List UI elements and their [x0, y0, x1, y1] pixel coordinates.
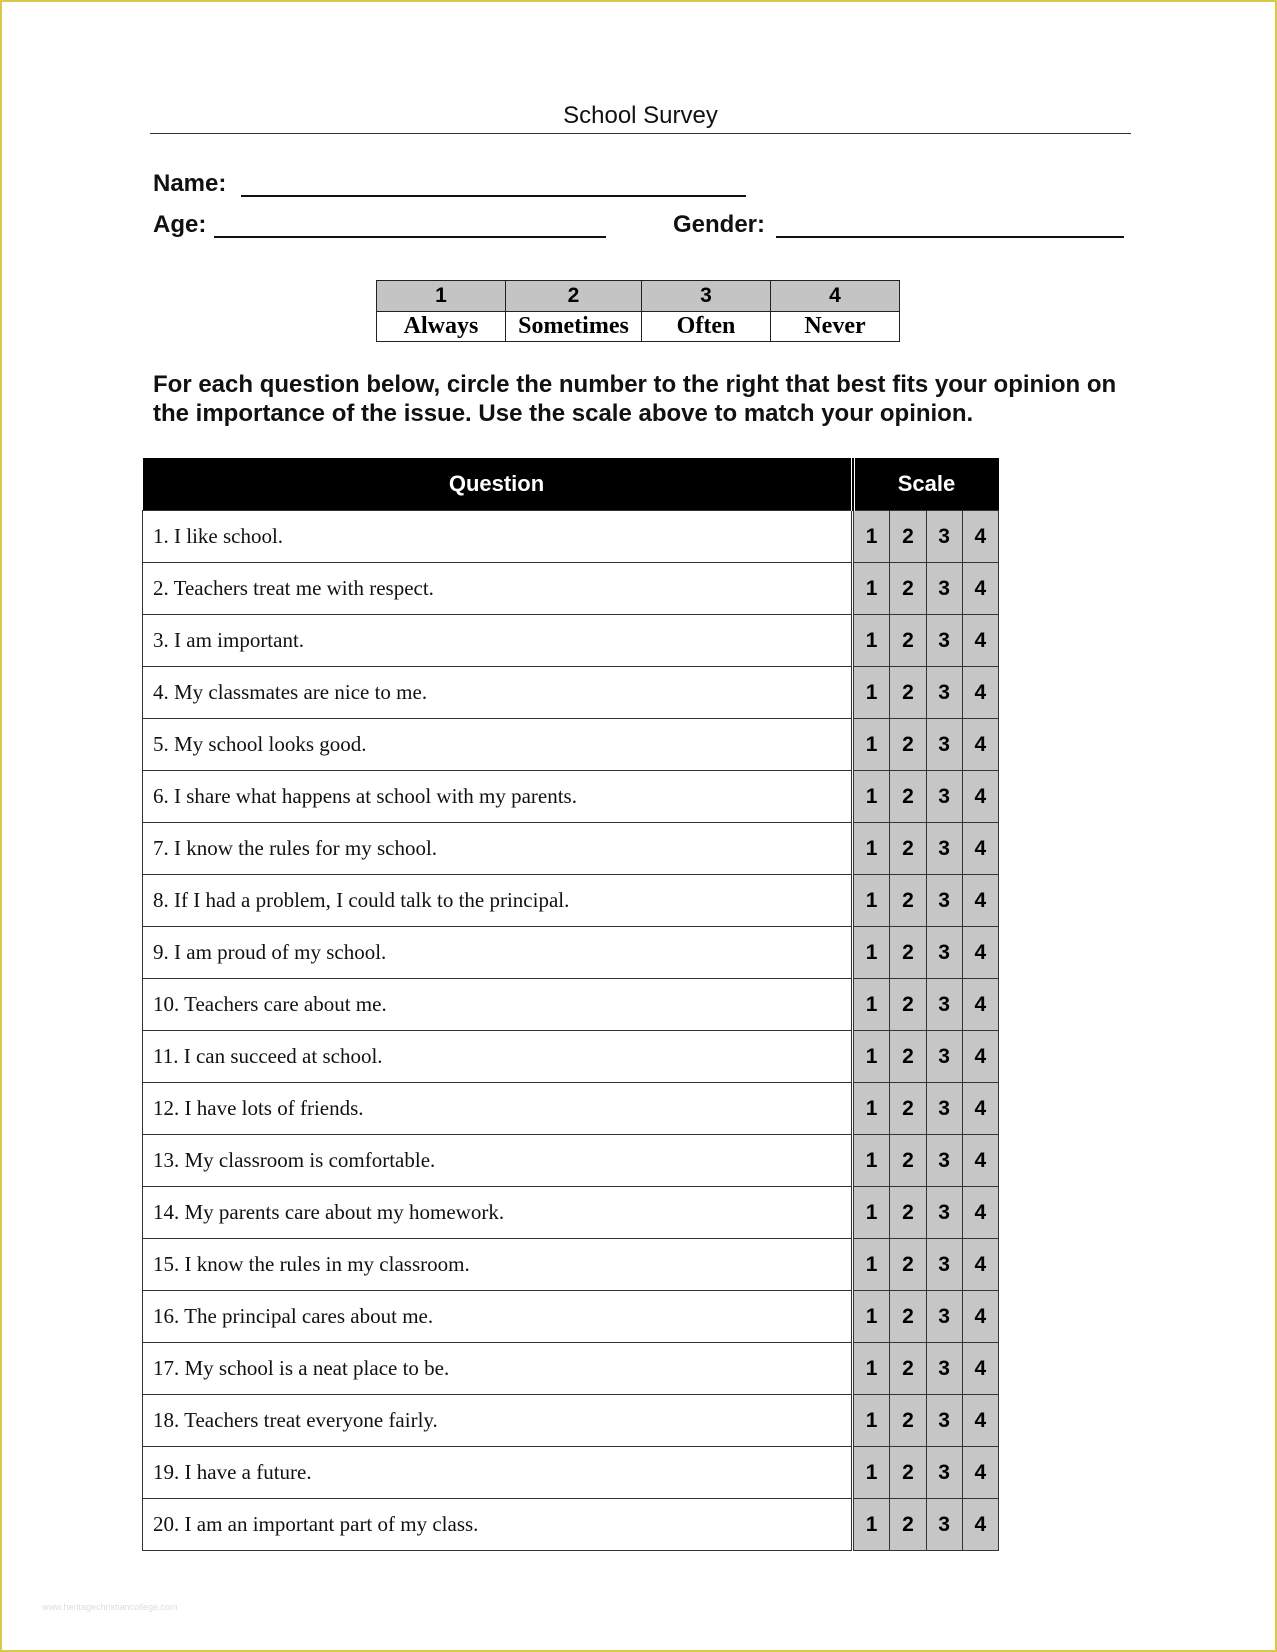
scale-option[interactable]: 4 [962, 875, 998, 927]
scale-option[interactable]: 4 [962, 1499, 998, 1551]
scale-option[interactable]: 2 [890, 1499, 926, 1551]
question-text: 7. I know the rules for my school. [143, 823, 853, 875]
scale-option[interactable]: 4 [962, 1291, 998, 1343]
watermark: www.heritagechristiancollege.com [42, 1602, 178, 1612]
scale-option[interactable]: 2 [890, 1031, 926, 1083]
scale-option[interactable]: 4 [962, 1187, 998, 1239]
name-field[interactable] [241, 195, 746, 197]
question-text: 11. I can succeed at school. [143, 1031, 853, 1083]
question-text: 20. I am an important part of my class. [143, 1499, 853, 1551]
question-text: 9. I am proud of my school. [143, 927, 853, 979]
table-row [143, 1031, 999, 1083]
scale-option[interactable]: 2 [890, 1239, 926, 1291]
question-text: 16. The principal cares about me. [143, 1291, 853, 1343]
scale-option[interactable]: 1 [853, 875, 890, 927]
scale-option[interactable]: 4 [962, 563, 998, 615]
title-divider [150, 133, 1131, 134]
scale-option[interactable]: 3 [926, 1239, 962, 1291]
scale-option[interactable]: 1 [853, 1343, 890, 1395]
scale-option[interactable]: 3 [926, 1135, 962, 1187]
scale-option[interactable]: 4 [962, 615, 998, 667]
scale-option[interactable]: 3 [926, 771, 962, 823]
scale-option[interactable]: 4 [962, 1239, 998, 1291]
table-row [143, 667, 999, 719]
scale-option[interactable]: 2 [890, 1187, 926, 1239]
scale-option[interactable]: 2 [890, 979, 926, 1031]
scale-option[interactable]: 4 [962, 667, 998, 719]
scale-option[interactable]: 2 [890, 823, 926, 875]
scale-option[interactable]: 1 [853, 1083, 890, 1135]
question-text: 1. I like school. [143, 511, 853, 563]
table-row [143, 1187, 999, 1239]
scale-option[interactable]: 4 [962, 1083, 998, 1135]
rating-legend [376, 280, 900, 342]
legend-number: 1 [377, 281, 506, 312]
survey-page [2, 2, 1275, 1650]
scale-option[interactable]: 1 [853, 1395, 890, 1447]
question-text: 19. I have a future. [143, 1447, 853, 1499]
table-row [143, 1343, 999, 1395]
scale-option[interactable]: 3 [926, 1031, 962, 1083]
table-row [143, 1239, 999, 1291]
survey-table [142, 458, 999, 1551]
legend-number: 2 [506, 281, 642, 312]
scale-option[interactable]: 4 [962, 1135, 998, 1187]
question-text: 12. I have lots of friends. [143, 1083, 853, 1135]
question-text: 4. My classmates are nice to me. [143, 667, 853, 719]
table-row [143, 979, 999, 1031]
table-row [143, 563, 999, 615]
scale-option[interactable]: 2 [890, 927, 926, 979]
scale-option[interactable]: 1 [853, 719, 890, 771]
age-label: Age: [153, 211, 207, 238]
table-row [143, 615, 999, 667]
scale-option[interactable]: 2 [890, 1083, 926, 1135]
legend-label: Sometimes [506, 312, 642, 342]
question-text: 5. My school looks good. [143, 719, 853, 771]
gender-label: Gender: [673, 211, 766, 238]
scale-option[interactable]: 1 [853, 1135, 890, 1187]
scale-option[interactable]: 1 [853, 927, 890, 979]
scale-option[interactable]: 2 [890, 771, 926, 823]
scale-option[interactable]: 3 [926, 667, 962, 719]
scale-option[interactable]: 4 [962, 1395, 998, 1447]
question-text: 17. My school is a neat place to be. [143, 1343, 853, 1395]
question-text: 3. I am important. [143, 615, 853, 667]
scale-option[interactable]: 1 [853, 1187, 890, 1239]
scale-option[interactable]: 1 [853, 1031, 890, 1083]
question-text: 6. I share what happens at school with my parents. [143, 771, 853, 823]
scale-option[interactable]: 1 [853, 979, 890, 1031]
scale-option[interactable]: 1 [853, 563, 890, 615]
table-row [143, 1447, 999, 1499]
question-text: 2. Teachers treat me with respect. [143, 563, 853, 615]
scale-column-header: Scale [853, 458, 999, 511]
scale-option[interactable]: 3 [926, 1447, 962, 1499]
scale-option[interactable]: 1 [853, 1447, 890, 1499]
scale-option[interactable]: 1 [853, 1239, 890, 1291]
scale-option[interactable]: 3 [926, 511, 962, 563]
table-row [143, 1395, 999, 1447]
scale-option[interactable]: 1 [853, 771, 890, 823]
scale-option[interactable]: 2 [890, 563, 926, 615]
scale-option[interactable]: 4 [962, 1031, 998, 1083]
scale-option[interactable]: 1 [853, 615, 890, 667]
scale-option[interactable]: 3 [926, 1083, 962, 1135]
scale-option[interactable]: 2 [890, 511, 926, 563]
scale-option[interactable]: 3 [926, 719, 962, 771]
scale-option[interactable]: 4 [962, 823, 998, 875]
question-text: 13. My classroom is comfortable. [143, 1135, 853, 1187]
scale-option[interactable]: 2 [890, 1135, 926, 1187]
scale-option[interactable]: 3 [926, 1291, 962, 1343]
age-field[interactable] [214, 236, 606, 238]
table-row [143, 1083, 999, 1135]
scale-option[interactable]: 4 [962, 511, 998, 563]
scale-option[interactable]: 2 [890, 1447, 926, 1499]
legend-label: Never [771, 312, 900, 342]
scale-option[interactable]: 1 [853, 1291, 890, 1343]
table-row [143, 875, 999, 927]
scale-option[interactable]: 4 [962, 979, 998, 1031]
table-row [143, 927, 999, 979]
scale-option[interactable]: 4 [962, 927, 998, 979]
table-row [143, 771, 999, 823]
question-column-header: Question [143, 458, 853, 511]
table-row [143, 1499, 999, 1551]
question-text: 18. Teachers treat everyone fairly. [143, 1395, 853, 1447]
scale-option[interactable]: 3 [926, 1395, 962, 1447]
scale-option[interactable]: 3 [926, 979, 962, 1031]
scale-option[interactable]: 1 [853, 823, 890, 875]
scale-option[interactable]: 2 [890, 667, 926, 719]
scale-option[interactable]: 2 [890, 719, 926, 771]
page-title: School Survey [563, 102, 718, 129]
legend-number: 3 [642, 281, 771, 312]
question-text: 14. My parents care about my homework. [143, 1187, 853, 1239]
legend-number: 4 [771, 281, 900, 312]
question-text: 10. Teachers care about me. [143, 979, 853, 1031]
scale-option[interactable]: 3 [926, 563, 962, 615]
table-row [143, 823, 999, 875]
scale-option[interactable]: 3 [926, 1343, 962, 1395]
table-row [143, 1291, 999, 1343]
scale-option[interactable]: 3 [926, 1187, 962, 1239]
scale-option[interactable]: 2 [890, 1291, 926, 1343]
scale-option[interactable]: 3 [926, 875, 962, 927]
name-label: Name: [153, 170, 227, 197]
legend-label: Often [642, 312, 771, 342]
scale-option[interactable]: 1 [853, 667, 890, 719]
scale-option[interactable]: 3 [926, 823, 962, 875]
scale-option[interactable]: 4 [962, 1447, 998, 1499]
table-row [143, 719, 999, 771]
scale-option[interactable]: 1 [853, 1499, 890, 1551]
gender-field[interactable] [776, 236, 1124, 238]
table-row [143, 511, 999, 563]
scale-option[interactable]: 4 [962, 719, 998, 771]
legend-label: Always [377, 312, 506, 342]
instructions-text: For each question below, circle the number to the right that best fits your opinion on the importance of the issue. Use the scale above to match your opinion. [153, 371, 1117, 427]
scale-option[interactable]: 2 [890, 615, 926, 667]
scale-option[interactable]: 3 [926, 1499, 962, 1551]
question-text: 15. I know the rules in my classroom. [143, 1239, 853, 1291]
scale-option[interactable]: 2 [890, 1395, 926, 1447]
scale-option[interactable]: 2 [890, 1343, 926, 1395]
scale-option[interactable]: 3 [926, 615, 962, 667]
scale-option[interactable]: 2 [890, 875, 926, 927]
scale-option[interactable]: 3 [926, 927, 962, 979]
question-text: 8. If I had a problem, I could talk to the principal. [143, 875, 853, 927]
scale-option[interactable]: 4 [962, 1343, 998, 1395]
table-row [143, 1135, 999, 1187]
scale-option[interactable]: 1 [853, 511, 890, 563]
scale-option[interactable]: 4 [962, 771, 998, 823]
